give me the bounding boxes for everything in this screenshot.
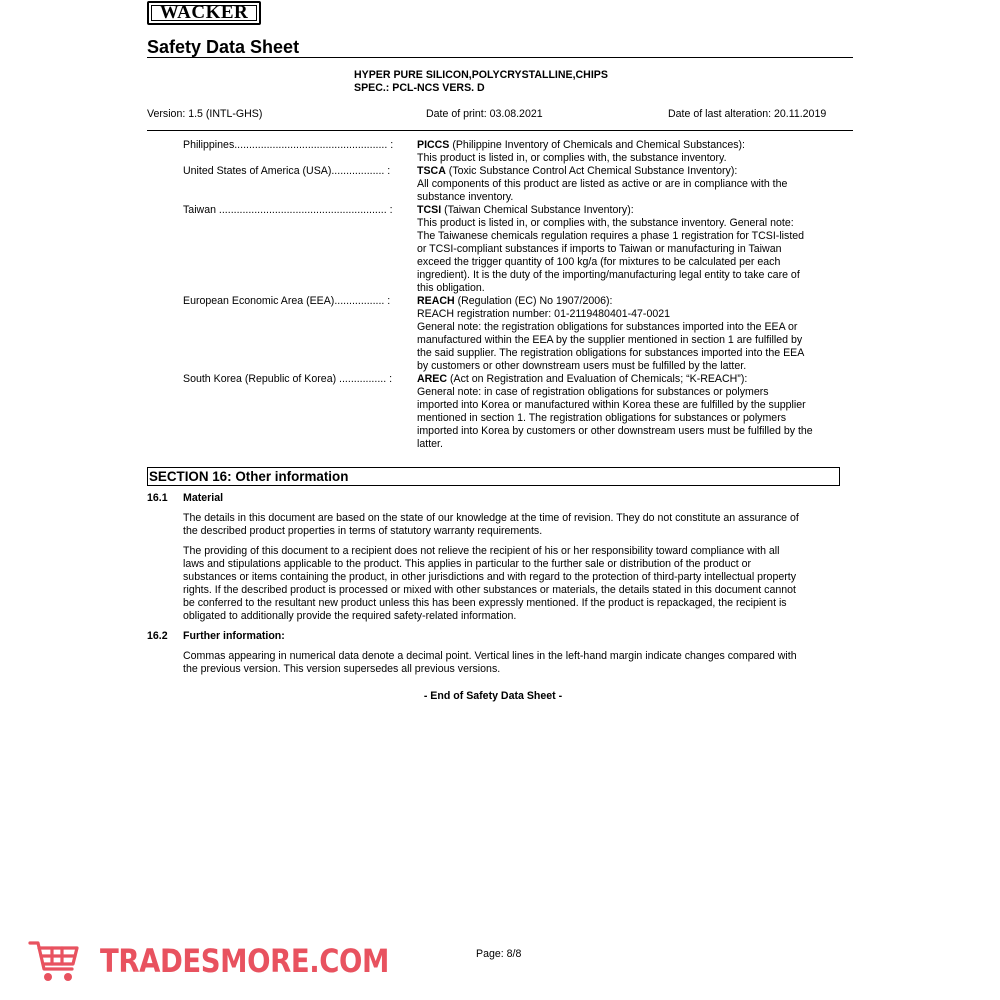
product-name bbox=[354, 69, 608, 95]
reg-code-desc: (Regulation (EC) No 1907/2006): bbox=[454, 295, 613, 307]
reg-line: ingredient). It is the duty of the importing/manufacturing legal entity to take care of bbox=[417, 269, 800, 281]
shopping-cart-icon bbox=[28, 939, 80, 983]
tradesmore-watermark bbox=[28, 938, 389, 984]
reg-code-desc: (Taiwan Chemical Substance Inventory): bbox=[441, 204, 634, 216]
print-date: Date of print: 03.08.2021 bbox=[426, 108, 543, 120]
reg-details bbox=[417, 204, 841, 295]
header-divider bbox=[147, 57, 853, 58]
reg-line: imported into Korea by customers or other downstream users must be fulfilled by the bbox=[417, 425, 813, 437]
reg-code: TCSI bbox=[417, 204, 442, 216]
meta-divider bbox=[147, 130, 853, 131]
reg-line: imported into Korea or manufactured within Korea these are fulfilled by the supplier bbox=[417, 399, 806, 411]
reg-code-desc: (Philippine Inventory of Chemicals and Chemical Substances): bbox=[449, 139, 745, 151]
reg-line: General note: the registration obligations for substances imported into the EEA or bbox=[417, 321, 798, 333]
reg-line: General note: in case of registration obligations for substances or polymers bbox=[417, 386, 769, 398]
subsection-number: 16.1 bbox=[147, 492, 168, 504]
reg-line: REACH registration number: 01-2119480401-47-0021 bbox=[417, 308, 671, 320]
reg-row-eea bbox=[183, 295, 843, 373]
reg-row-usa bbox=[183, 165, 843, 204]
reg-line: substance inventory. bbox=[417, 191, 514, 203]
watermark-text: TRADESMORE.COM bbox=[100, 942, 389, 980]
page-number: Page: 8/8 bbox=[476, 948, 522, 960]
reg-country: Philippines.................................................... : bbox=[183, 139, 394, 151]
material-paragraph-1 bbox=[183, 512, 843, 538]
subsection-title: Further information: bbox=[183, 630, 285, 642]
reg-details bbox=[417, 139, 841, 165]
reg-line: This product is listed in, or complies with, the substance inventory. General note: bbox=[417, 217, 794, 229]
reg-line: manufactured within the EEA by the supplier mentioned in section 1 are fulfilled by bbox=[417, 334, 803, 346]
paragraph-line: The details in this document are based on the state of our knowledge at the time of revision. They do not constitute an assurance of bbox=[183, 512, 799, 524]
reg-code: TSCA bbox=[417, 165, 446, 177]
reg-line: latter. bbox=[417, 438, 443, 450]
reg-row-taiwan bbox=[183, 204, 843, 295]
product-line-2: SPEC.: PCL-NCS VERS. D bbox=[354, 82, 485, 94]
paragraph-line: The providing of this document to a recipient does not relieve the recipient of his or her responsibility toward compliance with all bbox=[183, 545, 780, 557]
paragraph-line: the described product properties in terms of statutory warranty requirements. bbox=[183, 525, 543, 537]
subsection-title: Material bbox=[183, 492, 224, 504]
reg-details bbox=[417, 373, 841, 451]
paragraph-line: Commas appearing in numerical data denote a decimal point. Vertical lines in the left-hand margin indicate changes compared with bbox=[183, 650, 797, 662]
end-of-document-note: - End of Safety Data Sheet - bbox=[423, 690, 563, 702]
reg-code-desc: (Act on Registration and Evaluation of Chemicals; “K-REACH”): bbox=[447, 373, 748, 385]
section-16-heading: SECTION 16: Other information bbox=[147, 467, 840, 486]
wacker-logo bbox=[147, 1, 261, 25]
paragraph-line: rights. If the described product is processed or mixed with other substances or materials, the details stated in this document cannot bbox=[183, 584, 796, 596]
reg-country: United States of America (USA).................. : bbox=[183, 165, 391, 177]
reg-line: by customers or other downstream users must be fulfilled by the latter. bbox=[417, 360, 747, 372]
paragraph-line: substances or items containing the product, in other jurisdictions and with regard to the protection of third-party intellectual property bbox=[183, 571, 796, 583]
version-label: Version: 1.5 (INTL-GHS) bbox=[147, 108, 263, 120]
paragraph-line: laws and stipulations applicable to the product. This applies in particular to the further sale or distribution of the product or bbox=[183, 558, 752, 570]
paragraph-line: be conferred to the resultant new product unless this has been expressly mentioned. If the product is repackaged, the recipient is bbox=[183, 597, 787, 609]
paragraph-line: obligated to additionally provide the required safety-related information. bbox=[183, 610, 517, 622]
reg-code-desc: (Toxic Substance Control Act Chemical Substance Inventory): bbox=[445, 165, 738, 177]
reg-line: The Taiwanese chemicals regulation requires a phase 1 registration for TCSI-listed bbox=[417, 230, 805, 242]
document-title: Safety Data Sheet bbox=[147, 37, 300, 57]
logo-text: WACKER bbox=[159, 2, 249, 23]
reg-row-south-korea bbox=[183, 373, 843, 451]
reg-code: AREC bbox=[417, 373, 448, 385]
reg-line: exceed the trigger quantity of 100 kg/a (for mixtures to be calculated per each bbox=[417, 256, 781, 268]
reg-country: Taiwan ......................................................... : bbox=[183, 204, 393, 216]
reg-line: All components of this product are listed as active or are in compliance with the bbox=[417, 178, 788, 190]
reg-line: this obligation. bbox=[417, 282, 485, 294]
reg-code: PICCS bbox=[417, 139, 450, 151]
reg-line: This product is listed in, or complies with, the substance inventory. bbox=[417, 152, 727, 164]
reg-line: or TCSI-compliant substances if imports to Taiwan or manufacturing in Taiwan bbox=[417, 243, 782, 255]
reg-row-philippines bbox=[183, 139, 843, 165]
reg-code: REACH bbox=[417, 295, 455, 307]
regulatory-inventory-table bbox=[183, 139, 843, 451]
alteration-date: Date of last alteration: 20.11.2019 bbox=[668, 108, 827, 120]
reg-country: European Economic Area (EEA)................. : bbox=[183, 295, 391, 307]
reg-details bbox=[417, 165, 841, 204]
paragraph-line: the previous version. This version supersedes all previous versions. bbox=[183, 663, 501, 675]
product-line-1: HYPER PURE SILICON,POLYCRYSTALLINE,CHIPS bbox=[354, 69, 608, 81]
reg-line: mentioned in section 1. The registration obligations for substances or polymers bbox=[417, 412, 787, 424]
reg-country: South Korea (Republic of Korea) ................ : bbox=[183, 373, 393, 385]
subsection-number: 16.2 bbox=[147, 630, 168, 642]
further-info-paragraph bbox=[183, 650, 843, 676]
reg-line: the said supplier. The registration obligations for substances imported into the EEA bbox=[417, 347, 805, 359]
material-paragraph-2 bbox=[183, 545, 843, 623]
reg-details bbox=[417, 295, 841, 373]
